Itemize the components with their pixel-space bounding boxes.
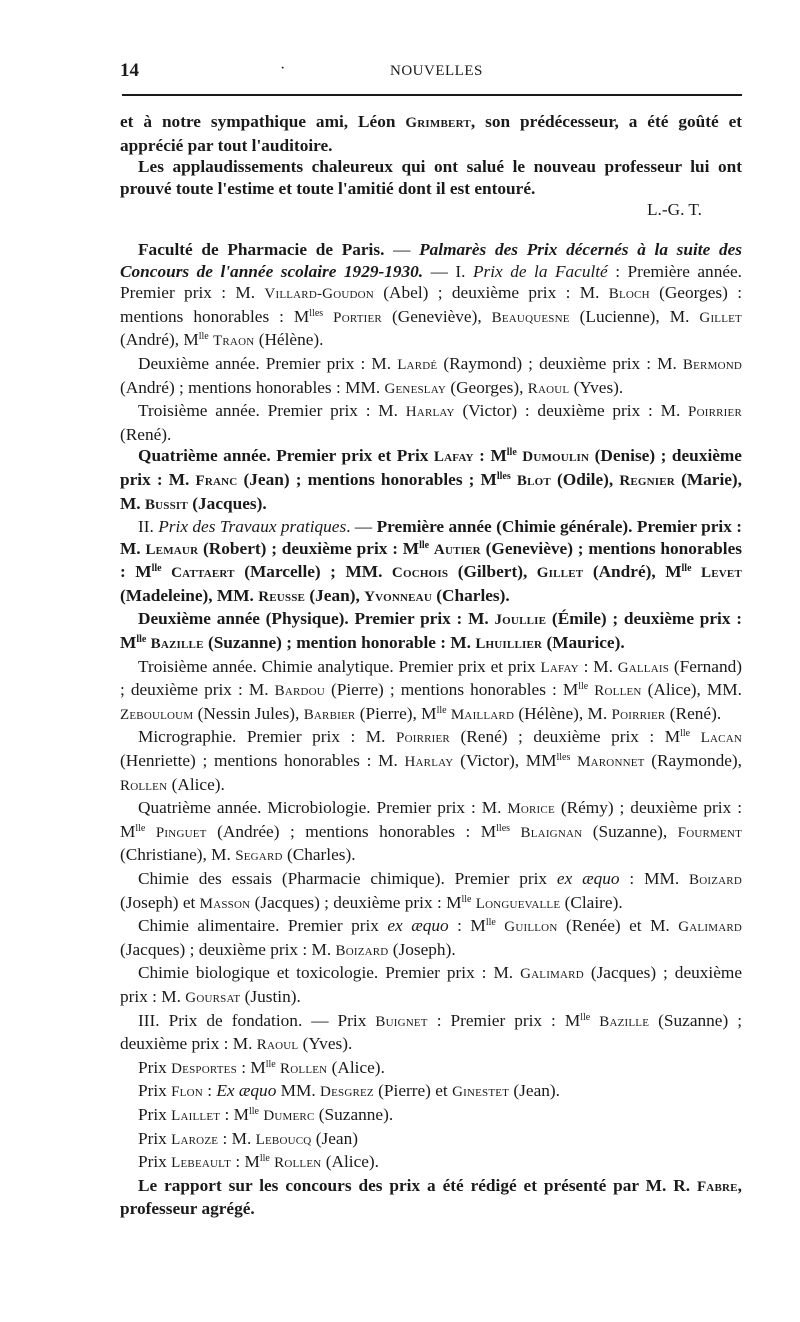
practical-work-food-chemistry: Chimie alimentaire. Premier prix ex æquo : $M^{lle}$ Guillon (Renée) et M. Galimard (Jacques) ; deuxième prix : M. Boizard (Joseph). (120, 916, 743, 959)
header-rule (122, 94, 742, 96)
intro-paragraph-1: et à notre sympathique ami, Léon Grimbert, son prédécesseur, a été goûté et apprécié par tout l'auditoire. (120, 112, 742, 155)
prize-fourth-year: Quatrième année. Premier prix et Prix Lafay : $M^{lle}$ Dumoulin (Denise) ; deuxième prix : M. Franc (Jean) ; mentions honorables ; $M^{lles}$ Blot (Odile), Regnier (Marie), M. Bussit (Jacques). (120, 446, 742, 513)
closing-paragraph: Le rapport sur les concours des prix a été rédigé et présenté par M. R. Fabre, professeur agrégé. (120, 1175, 742, 1219)
prize-second-year: Deuxième année. Premier prix : M. Lardé (Raymond) ; deuxième prix : M. Bermond (André) ; mentions honorables : MM. Geneslay (Georges), Raoul (Yves). (120, 353, 742, 397)
practical-work-assays: Chimie des essais (Pharmacie chimique). Premier prix ex æquo : MM. Boizard (Joseph) et Masson (Jacques) ; deuxième prix : $M^{lle}$ Longuevalle (Claire). (120, 869, 742, 912)
prize-desportes: Prix Desportes : $M^{lle}$ Rollen (Alice). (138, 1057, 385, 1077)
paragraph-gap (120, 221, 742, 239)
prize-laroze: Prix Laroze : M. Leboucq (Jean) (138, 1128, 358, 1148)
prize-flon: Prix Flon : Ex æquo MM. Desgrez (Pierre) et Ginestet (Jean). (138, 1081, 560, 1101)
practical-work-physics: Deuxième année (Physique). Premier prix : M. Joullie (Émile) ; deuxième prix : $M^{lle}$ Bazille (Suzanne) ; mention honorable : M. Lhuillier (Maurice). (120, 609, 743, 653)
practical-work-analytical: Troisième année. Chimie analytique. Premier prix et prix Lafay : M. Gallais (Fernand) ; deuxième prix : M. Bardou (Pierre) ; mentions honorables : $M^{lle}$ Rollen (Alice), MM. Zeboulouм (Nessin Jules), Barbier (Pierre), $M^{lle}$ Maillard (Hélène), M. Poirrier (René). (120, 656, 742, 723)
page-number: 14 (120, 60, 139, 81)
prize-lebeault: Prix Lebeault : $M^{lle}$ Rollen (Alice). (138, 1152, 379, 1172)
section-title: NOUVELLES (390, 63, 483, 79)
header-dot: · (280, 60, 286, 77)
prize-laillet: Prix Laillet : $M^{lle}$ Dumerc (Suzanne). (138, 1104, 394, 1124)
signature: L.-G. T. (646, 200, 702, 220)
practical-work-chemistry: II. Prix des Travaux pratiques. — Première année (Chimie générale). Premier prix : M. Lemaur (Robert) ; deuxième prix : $M^{lle}$ Autier (Geneviève) ; mentions honorables : $M^{lle}$ Cattaert (Marcelle) ; MM. Cochois (Gilbert), Gillet (André), $M^{lle}$ Levet (Madeleine), MM. Reusse (Jean), Yvonneau (Charles). (120, 517, 743, 605)
prize-third-year: Troisième année. Premier prix : M. Harlay (Victor) : deuxième prix : M. Poirrier (René). (120, 401, 742, 444)
practical-work-micrography: Micrographie. Premier prix : M. Poirrier (René) ; deuxième prix : $M^{lle}$ Lacan (Henriette) ; mentions honorables : M. Harlay (Victor), $MM^{lles}$ Maronnet (Raymonde), Rollen (Alice). (120, 727, 742, 794)
body-text (120, 111, 742, 1220)
practical-work-microbiology: Quatrième année. Microbiologie. Premier prix : M. Morice (Rémy) ; deuxième prix : $M^{lle}$ Pinguet (Andrée) ; mentions honorables : $M^{lles}$ Blaignan (Suzanne), Fourment (Christiane), M. Segard (Charles). (120, 798, 742, 865)
practical-work-toxicology: Chimie biologique et toxicologie. Premier prix : M. Galimard (Jacques) ; deuxième prix : M. Goursat (Justin). (120, 963, 742, 1006)
article-heading-paragraph: Faculté de Pharmacie de Paris. — Palmarès des Prix décernés à la suite des Concours de l'année scolaire 1929-1930. — I. Prix de la Faculté : Première année. Premier prix : M. Villard-Goudon (Abel) ; deuxième prix : M. Bloch (Georges) : mentions honorables : $M^{lles}$ Portier (Geneviève), Beauquesne (Lucienne), M. Gillet (André), $M^{lle}$ Traon (Hélène). (120, 239, 742, 350)
running-head (120, 60, 740, 84)
intro-paragraph-2: Les applaudissements chaleureux qui ont salué le nouveau professeur lui ont prouvé toute l'estime et toute l'amitié dont il est entouré. (120, 157, 742, 198)
foundation-prizes: III. Prix de fondation. — Prix Buignet : Premier prix : $M^{lle}$ Bazille (Suzanne) ; deuxième prix : M. Raoul (Yves). (120, 1010, 742, 1054)
